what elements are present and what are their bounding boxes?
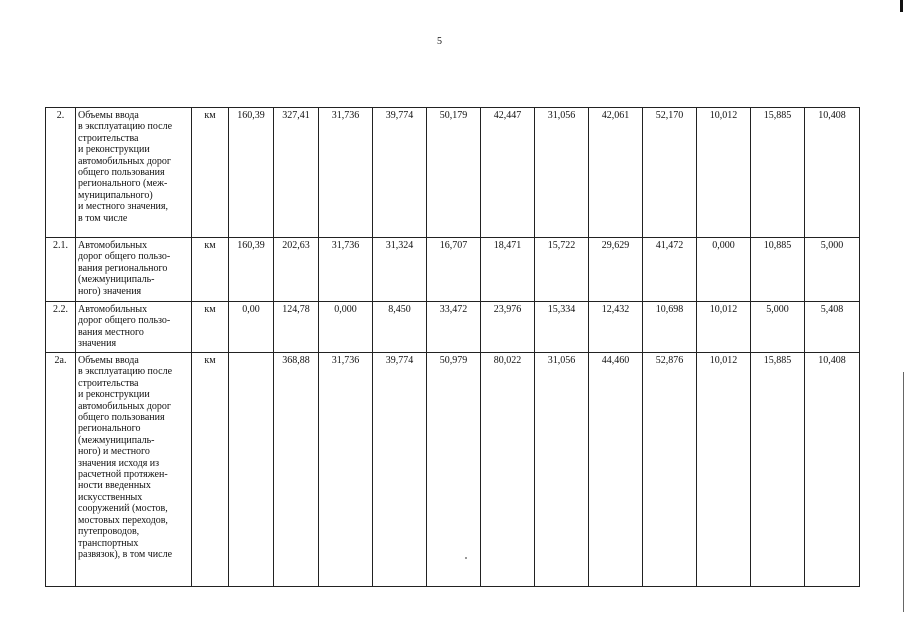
value-cell: 368,88: [274, 353, 319, 587]
value-cell: 0,000: [697, 238, 751, 302]
value-cell: 18,471: [481, 238, 535, 302]
value-cell: 33,472: [427, 302, 481, 353]
value-cell: 124,78: [274, 302, 319, 353]
scan-speck: [465, 557, 467, 559]
scan-edge-line: [903, 372, 904, 612]
value-cell: 42,447: [481, 108, 535, 238]
value-cell: 15,885: [751, 108, 805, 238]
value-cell: 327,41: [274, 108, 319, 238]
roads-data-table: [45, 107, 860, 587]
value-cell: 31,736: [319, 353, 373, 587]
value-cell: 52,170: [643, 108, 697, 238]
value-cell: 39,774: [373, 108, 427, 238]
value-cell: 10,408: [805, 353, 860, 587]
value-cell: 0,000: [319, 302, 373, 353]
value-cell: 10,012: [697, 108, 751, 238]
value-cell: 42,061: [589, 108, 643, 238]
row-number: 2а.: [46, 353, 76, 587]
row-unit: км: [192, 353, 229, 587]
value-cell: 10,698: [643, 302, 697, 353]
value-cell: 31,736: [319, 238, 373, 302]
value-cell: 29,629: [589, 238, 643, 302]
row-indicator-name: Автомобильных дорог общего пользо- вания регионального (межмуниципаль- ного) значения: [76, 238, 192, 302]
value-cell: 44,460: [589, 353, 643, 587]
value-cell: 31,324: [373, 238, 427, 302]
value-cell: 10,012: [697, 353, 751, 587]
value-cell: 0,00: [229, 302, 274, 353]
row-indicator-name: Автомобильных дорог общего пользо- вания местного значения: [76, 302, 192, 353]
value-cell: 15,722: [535, 238, 589, 302]
table-row: [46, 353, 860, 587]
value-cell: 15,885: [751, 353, 805, 587]
value-cell: 50,179: [427, 108, 481, 238]
value-cell: 8,450: [373, 302, 427, 353]
value-cell: 160,39: [229, 238, 274, 302]
value-cell: 10,012: [697, 302, 751, 353]
value-cell: 23,976: [481, 302, 535, 353]
table-row: [46, 238, 860, 302]
row-indicator-name: Объемы ввода в эксплуатацию после строительства и реконструкции автомобильных дорог общего пользования регионального (меж- муниципального) и местного значения, в том числе: [76, 108, 192, 238]
row-number: 2.2.: [46, 302, 76, 353]
value-cell: 10,408: [805, 108, 860, 238]
value-cell: 15,334: [535, 302, 589, 353]
table-row: [46, 108, 860, 238]
value-cell: [229, 353, 274, 587]
value-cell: 202,63: [274, 238, 319, 302]
value-cell: 31,736: [319, 108, 373, 238]
value-cell: 5,000: [751, 302, 805, 353]
value-cell: 10,885: [751, 238, 805, 302]
row-unit: км: [192, 302, 229, 353]
value-cell: 5,408: [805, 302, 860, 353]
value-cell: 5,000: [805, 238, 860, 302]
value-cell: 39,774: [373, 353, 427, 587]
corner-mark: [900, 0, 903, 12]
value-cell: 41,472: [643, 238, 697, 302]
value-cell: 16,707: [427, 238, 481, 302]
value-cell: 52,876: [643, 353, 697, 587]
value-cell: 31,056: [535, 108, 589, 238]
value-cell: 31,056: [535, 353, 589, 587]
row-number: 2.: [46, 108, 76, 238]
row-unit: км: [192, 108, 229, 238]
row-number: 2.1.: [46, 238, 76, 302]
row-unit: км: [192, 238, 229, 302]
table-row: [46, 302, 860, 353]
row-indicator-name: Объемы ввода в эксплуатацию после строительства и реконструкции автомобильных дорог общего пользования регионального (межмуниципаль- ного) и местного значения исходя из расчетной протяжен- ности введенных искусственных сооружений (мостов, мостовых переходов, путепроводов, транспортных развязок), в том числе: [76, 353, 192, 587]
value-cell: 50,979: [427, 353, 481, 587]
value-cell: 160,39: [229, 108, 274, 238]
page-number: 5: [437, 36, 442, 47]
value-cell: 12,432: [589, 302, 643, 353]
value-cell: 80,022: [481, 353, 535, 587]
